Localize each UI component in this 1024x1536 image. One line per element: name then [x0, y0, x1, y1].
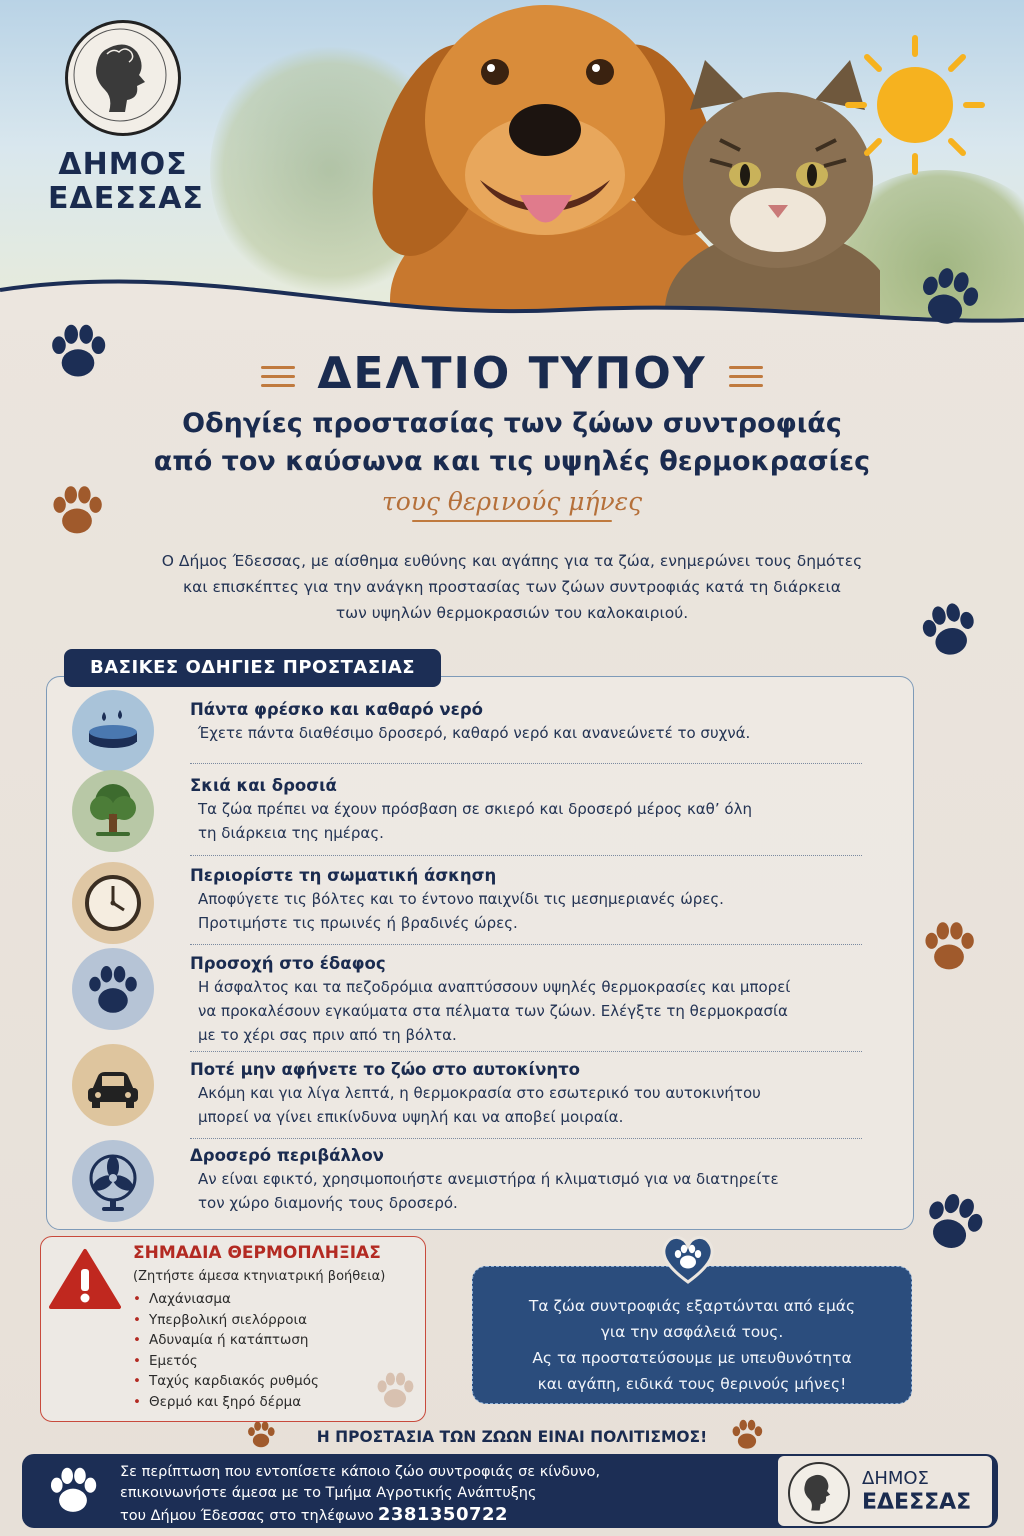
warning-triangle-icon [49, 1247, 121, 1311]
paw-print-icon [918, 916, 980, 978]
list-item: • Αδυναμία ή κατάπτωση [133, 1330, 319, 1351]
footer-municipality-logo [778, 1456, 992, 1526]
intro-paragraph [120, 548, 904, 626]
footer-name-line2: ΕΔΕΣΣΑΣ [862, 1490, 972, 1515]
description-line: Ακόμη και για λίγα λεπτά, η θερμοκρασία στο εσωτερικό του αυτοκινήτου [198, 1084, 761, 1102]
description-line: Τα ζώα πρέπει να έχουν πρόσβαση σε σκιερό και δροσερό μέρος καθ’ όλη [198, 800, 752, 818]
guideline-title: Πάντα φρέσκο και καθαρό νερό [190, 700, 483, 719]
fan-icon [72, 1140, 154, 1222]
guidelines-heading: ΒΑΣΙΚΕΣ ΟΔΗΓΙΕΣ ΠΡΟΣΤΑΣΙΑΣ [64, 649, 441, 687]
info-line: και αγάπη, ειδικά τους θερινούς μήνες! [537, 1375, 847, 1393]
phone-number[interactable]: 2381350722 [377, 1504, 509, 1525]
footer-line: του Δήμου Έδεσσας στο τηλέφωνο [120, 1508, 374, 1524]
tree-icon [72, 770, 154, 852]
intro-line: των υψηλών θερμοκρασιών του καλοκαιριού. [335, 604, 689, 622]
municipality-name-line2: ΕΔΕΣΣΑΣ [48, 181, 204, 216]
sun-icon [840, 30, 990, 180]
guideline-item [190, 776, 860, 845]
hero-wave [0, 250, 1024, 330]
municipality-name-line1: ΔΗΜΟΣ [58, 147, 188, 182]
clock-icon [72, 862, 154, 944]
description-line: Έχετε πάντα διαθέσιμο δροσερό, καθαρό νερό και ανανεώνετέ το συχνά. [198, 724, 751, 742]
footer-line: Σε περίπτωση που εντοπίσετε κάποιο ζώο συντροφιάς σε κίνδυνο, [120, 1464, 601, 1480]
description-line: Η άσφαλτος και τα πεζοδρόμια αναπτύσσουν υψηλές θερμοκρασίες και μπορεί [198, 978, 791, 996]
footer-name-line1: ΔΗΜΟΣ [862, 1468, 929, 1489]
description-line: τη διάρκεια της ημέρας. [198, 824, 384, 842]
municipality-logo [48, 20, 204, 216]
paw-print-icon [44, 1462, 102, 1520]
paw-print-icon [912, 262, 984, 334]
divider [190, 944, 862, 945]
list-item: • Θερμό και ξηρό δέρμα [133, 1392, 319, 1413]
description-line: Αν είναι εφικτό, χρησιμοποιήστε ανεμιστήρα ή κλιματισμό για να διατηρείτε [198, 1170, 779, 1188]
subtitle-underline [412, 520, 612, 522]
subtitle-line1: Οδηγίες προστασίας των ζώων συντροφιάς [182, 408, 842, 439]
warning-signs-list [133, 1289, 319, 1412]
guideline-description [190, 887, 860, 935]
slogan: Η ΠΡΟΣΤΑΣΙΑ ΤΩΝ ΖΩΩΝ ΕΙΝΑΙ ΠΟΛΙΤΙΣΜΟΣ! [316, 1428, 708, 1446]
guideline-description [190, 1081, 860, 1129]
guideline-title: Σκιά και δροσιά [190, 776, 337, 795]
intro-line: και επισκέπτες για την ανάγκη προστασίας των ζώων συντροφιάς κατά τη διάρκεια [182, 578, 842, 596]
info-line: Τα ζώα συντροφιάς εξαρτώνται από εμάς [528, 1297, 856, 1315]
paw-print-icon [918, 1188, 988, 1258]
guideline-item [190, 700, 860, 745]
guideline-description [190, 975, 860, 1047]
divider [190, 855, 862, 856]
guideline-title: Δροσερό περιβάλλον [190, 1146, 384, 1165]
footer-line: επικοινωνήστε άμεσα με το Τμήμα Αγροτικής Ανάπτυξης [120, 1485, 537, 1501]
guideline-description [190, 1167, 860, 1215]
guideline-item [190, 1146, 860, 1215]
divider [190, 1051, 862, 1052]
guideline-title: Προσοχή στο έδαφος [190, 954, 386, 973]
guideline-title: Περιορίστε τη σωματική άσκηση [190, 866, 497, 885]
intro-line: Ο Δήμος Έδεσσας, με αίσθημα ευθύνης και αγάπης για τα ζώα, ενημερώνει τους δημότες [161, 552, 863, 570]
list-item: • Υπερβολική σιελόρροια [133, 1310, 319, 1331]
guideline-item [190, 1060, 860, 1129]
paw-print-icon [916, 598, 982, 664]
divider [190, 763, 862, 764]
info-line: Ας τα προστατεύσουμε με υπευθυνότητα [532, 1349, 852, 1367]
footer-contact-bar [22, 1454, 998, 1528]
decorative-lines [261, 360, 295, 393]
car-icon [72, 1044, 154, 1126]
info-line: για την ασφάλειά τους. [600, 1323, 784, 1341]
divider [190, 1138, 862, 1139]
description-line: Προτιμήστε τις πρωινές ή βραδινές ώρες. [198, 914, 518, 932]
alexander-coin-emblem [65, 20, 181, 136]
paw-icon [72, 948, 154, 1030]
description-line: Αποφύγετε τις βόλτες και το έντονο παιχνίδι τις μεσημεριανές ώρες. [198, 890, 724, 908]
footer-text [120, 1462, 600, 1527]
guideline-item [190, 954, 860, 1047]
list-item: • Λαχάνιασμα [133, 1289, 319, 1310]
heatstroke-warning-box [40, 1236, 426, 1422]
description-line: τον χώρο διαμονής τους δροσερό. [198, 1194, 458, 1212]
water-bowl-icon [72, 690, 154, 772]
guideline-item [190, 866, 860, 935]
guideline-description [190, 797, 860, 845]
list-item: • Ταχύς καρδιακός ρυθμός [133, 1371, 319, 1392]
description-line: με το χέρι σας πριν από τη βόλτα. [198, 1026, 457, 1044]
subtitle-italic: τους θερινούς μήνες [381, 487, 643, 516]
description-line: να προκαλέσουν εγκαύματα στα πέλματα των ζώων. Ελέγξτε τη θερμοκρασία [198, 1002, 788, 1020]
title-section [0, 348, 1024, 522]
list-item: • Εμετός [133, 1351, 319, 1372]
guideline-description [190, 721, 860, 745]
subtitle-line2: από τον καύσωνα και τις υψηλές θερμοκρασίες [153, 446, 871, 477]
hero-banner [0, 0, 1024, 330]
warning-title: ΣΗΜΑΔΙΑ ΘΕΡΜΟΠΛΗΞΙΑΣ [133, 1243, 381, 1263]
decorative-lines [729, 360, 763, 393]
description-line: μπορεί να γίνει επικίνδυνα υψηλή και να αποβεί μοιραία. [198, 1108, 624, 1126]
guideline-title: Ποτέ μην αφήνετε το ζώο στο αυτοκίνητο [190, 1060, 580, 1079]
heart-paw-icon [658, 1228, 718, 1288]
press-release-title: ΔΕΛΤΙΟ ΤΥΠΟΥ [317, 348, 707, 399]
warning-subtitle: (Ζητήστε άμεσα κτηνιατρική βοήθεια) [133, 1269, 386, 1284]
alexander-coin-emblem [788, 1462, 850, 1524]
